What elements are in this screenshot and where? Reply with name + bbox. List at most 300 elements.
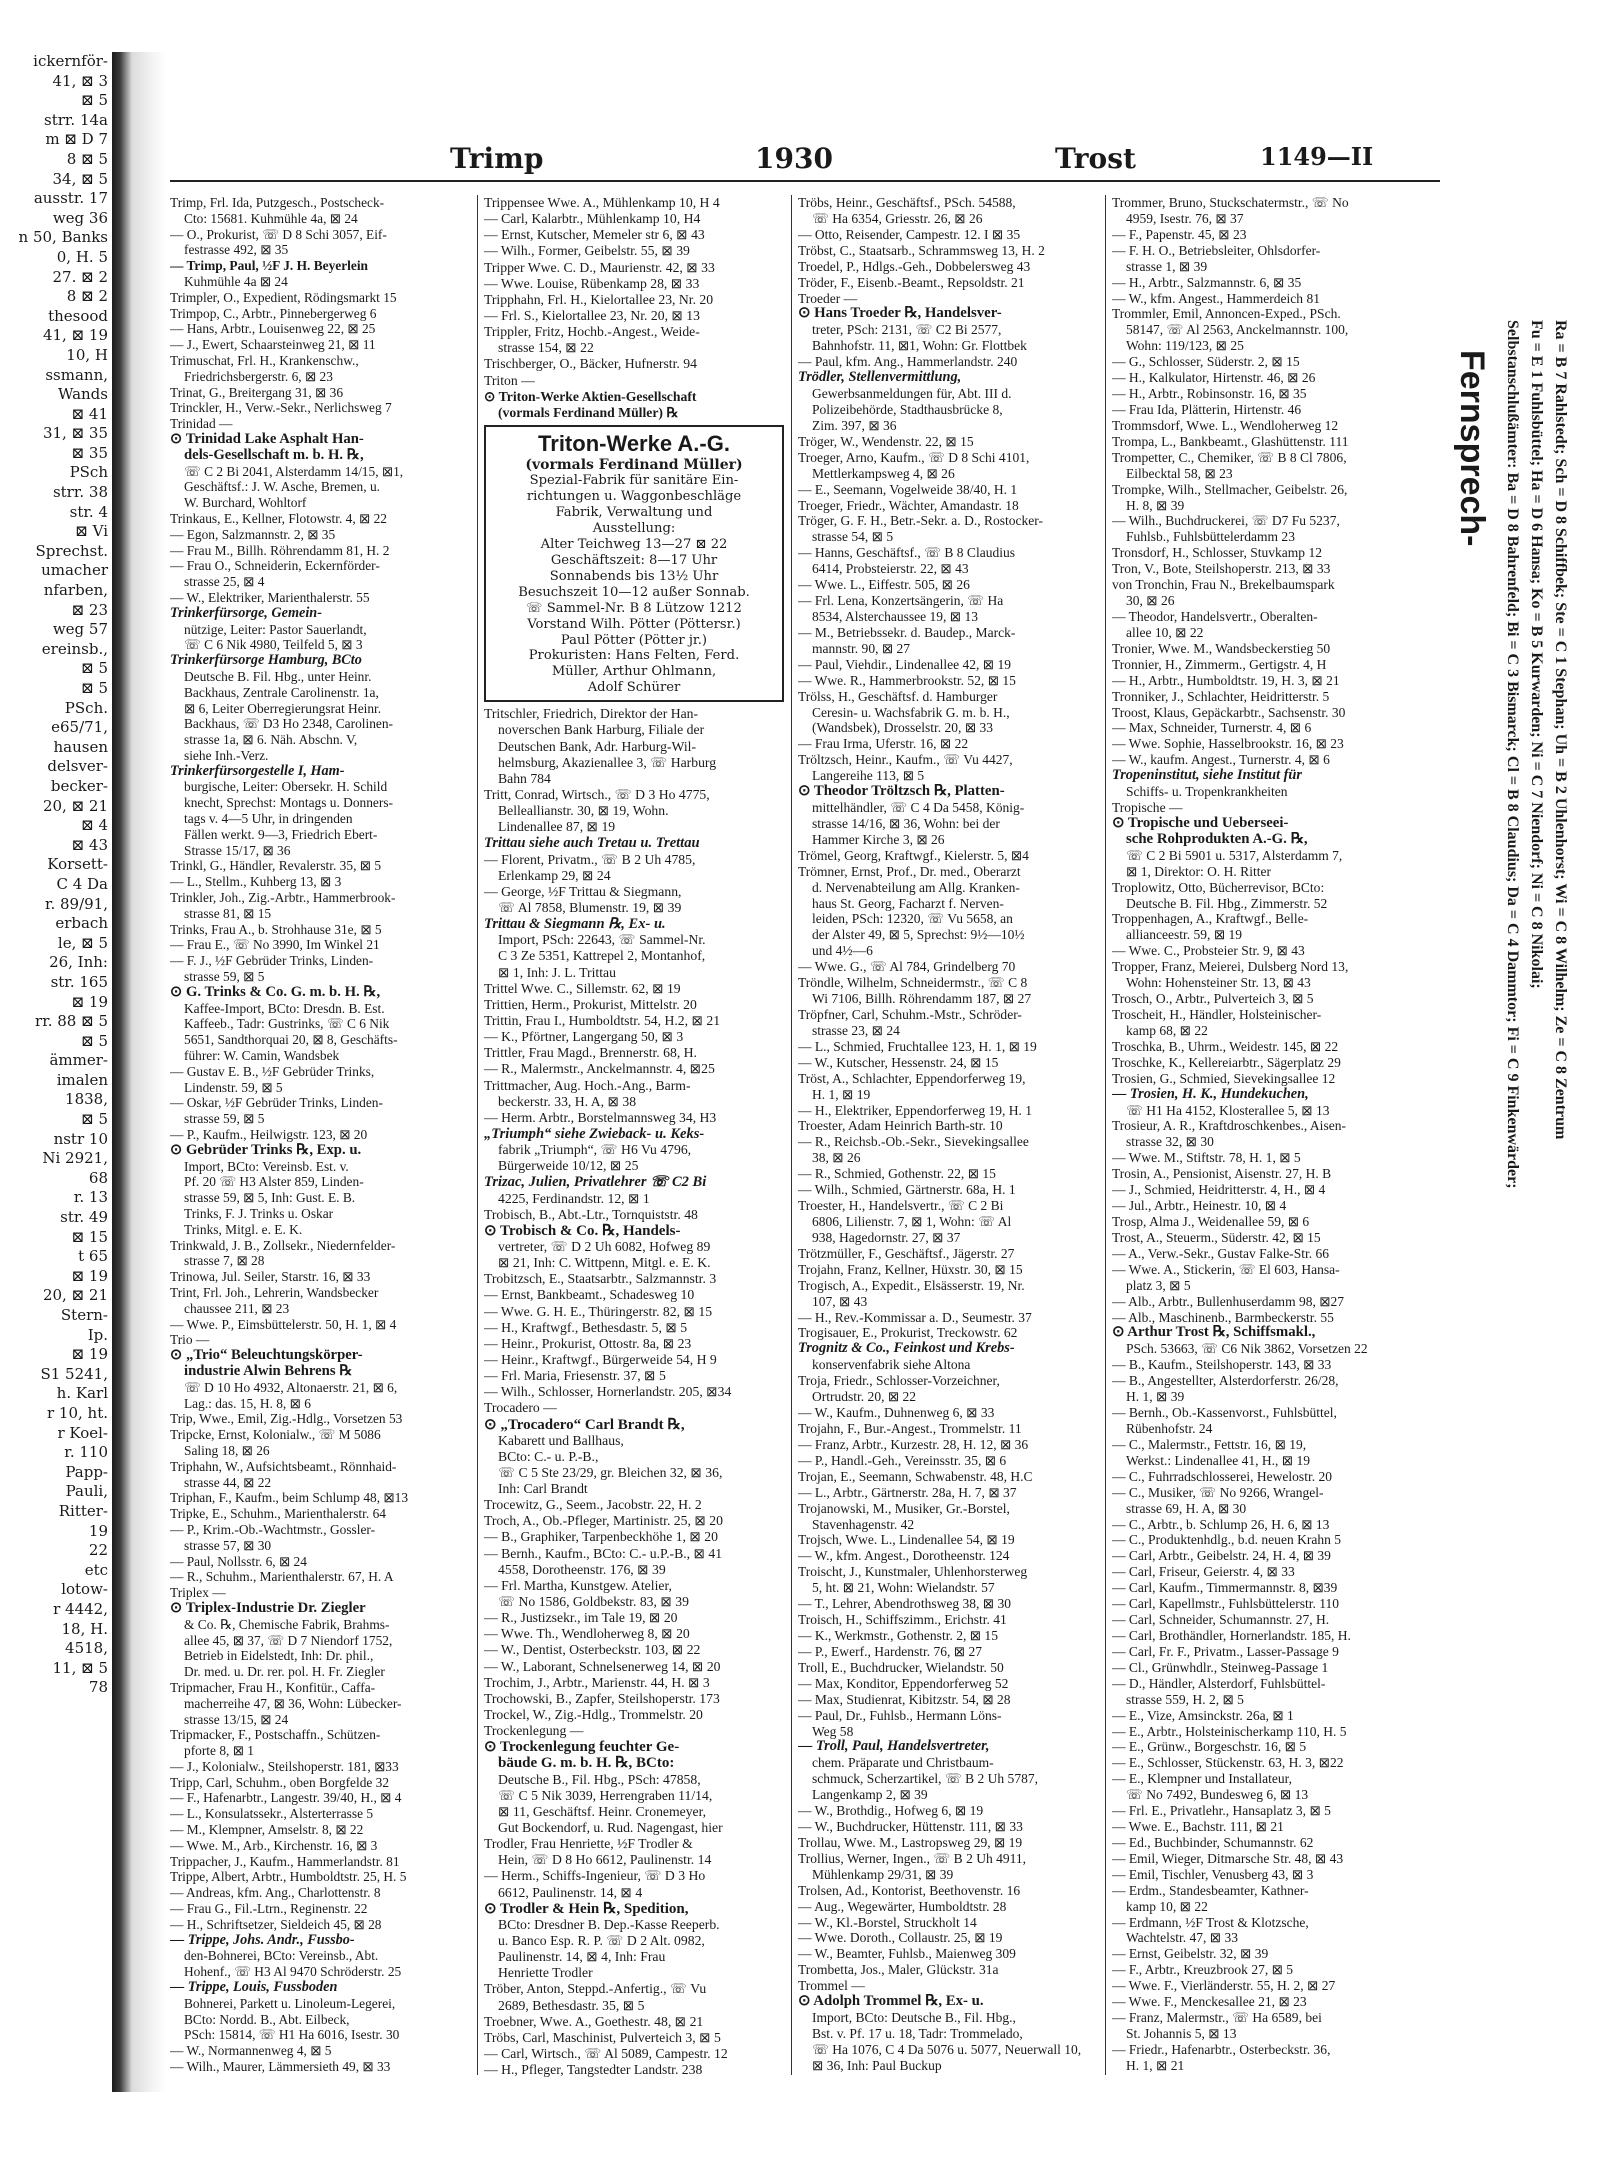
directory-entry-line: — H., Arbtr., Salzmannstr. 6, ⊠ 35 <box>1112 274 1302 290</box>
directory-entry-line: Tropper, Franz, Meierei, Dulsberg Nord 13, <box>1112 959 1349 975</box>
directory-entry-line: — Wwe. F., Vierländerstr. 55, H. 2, ⊠ 27 <box>1112 1978 1336 1994</box>
directory-entry-line: Trost, A., Steuerm., Süderstr. 42, ⊠ 15 <box>1112 1229 1321 1245</box>
directory-entry-line: Import, BCto: Vereinsb. Est. v. <box>184 1158 349 1174</box>
directory-entry-line: Troch, A., Ob.-Pfleger, Martinistr. 25, ⊠ 20 <box>484 1513 723 1529</box>
directory-entry-line: — Egon, Salzmannstr. 2, ⊠ 35 <box>170 526 336 542</box>
previous-page-line: lotow- <box>61 1580 108 1599</box>
directory-entry-line: 2689, Bethesdastr. 35, ⊠ 5 <box>498 1997 645 2013</box>
directory-entry-line: Polizeibehörde, Stadthausbrücke 8, <box>812 401 1003 417</box>
directory-entry-line: strasse 1a, ⊠ 6. Näh. Abschn. V, <box>184 732 358 748</box>
directory-entry-line: — Troll, Paul, Handelsvertreter, <box>798 1739 990 1755</box>
directory-entry-line: Trölss, H., Geschäftsf. d. Hamburger <box>798 688 998 704</box>
directory-entry-line: kamp 10, ⊠ 22 <box>1126 1898 1208 1914</box>
directory-entry-line: Trocewitz, G., Seem., Jacobstr. 22, H. 2 <box>484 1497 702 1513</box>
directory-entry-line: Schiffs- u. Tropenkrankheiten <box>1126 784 1288 800</box>
directory-entry-line: ⊠ 11, Geschäftsf. Heinr. Cronemeyer, <box>498 1803 707 1819</box>
directory-entry-line: — Frau Ida, Plätterin, Hirtenstr. 46 <box>1112 401 1302 417</box>
ad-line: Adolf Schürer <box>587 680 681 696</box>
directory-entry-line: führer: W. Camin, Wandsbek <box>184 1048 340 1064</box>
directory-entry-line: Gut Bockendorf, u. Rud. Nagengast, hier <box>498 1820 723 1836</box>
directory-entry-line: 4558, Dorotheenstr. 176, ⊠ 39 <box>498 1561 666 1577</box>
legend-title <box>1455 350 1495 750</box>
previous-page-line: nfarben, <box>43 581 108 600</box>
directory-entry-line: — Trippe, Louis, Fussboden <box>170 1980 338 1996</box>
directory-entry-line: — Carl, Friseur, Geierstr. 4, ⊠ 33 <box>1112 1564 1295 1580</box>
previous-page-line: rr. 88 ⊠ 5 <box>35 1012 108 1031</box>
directory-entry-line: BCto: Nordd. B., Abt. Eilbeck, <box>184 2011 350 2027</box>
directory-entry-line: — Erdmann, ½F Trost & Klotzsche, <box>1112 1914 1309 1930</box>
directory-entry-line: strasse 154, ⊠ 22 <box>498 340 594 356</box>
directory-entry-line: Tröbs, Heinr., Geschäftsf., PSch. 54588, <box>798 195 1016 210</box>
ad-line: Sonnabends bis 13½ Uhr <box>549 568 719 584</box>
previous-page-line: delsver- <box>47 757 108 776</box>
previous-page-line: ⊠ 5 <box>81 1110 108 1129</box>
column-2-top-entries <box>484 195 784 421</box>
directory-entry-line: Trinks, Frau A., b. Strohhause 31e, ⊠ 5 <box>170 921 382 937</box>
directory-entry-line: Tröndle, Wilhelm, Schneidermstr., ☏ C 8 <box>798 975 1028 991</box>
directory-entry-line: — Alb., Arbtr., Bullenhuserdamm 98, ⊠27 <box>1112 1293 1345 1309</box>
directory-entry-line: — R., Reichsb.-Ob.-Sekr., Sievekingsallee <box>798 1134 1029 1150</box>
directory-entry-line: ☏ Ha 1076, C 4 Da 5076 u. 5077, Neuerwall 10, <box>812 2041 1082 2057</box>
directory-entry-line: Paulinenstr. 14, ⊠ 4, Inh: Frau <box>498 1949 666 1965</box>
directory-entry-line: Trömner, Ernst, Prof., Dr. med., Oberarzt <box>798 863 1021 879</box>
directory-entry-line: „Triumph“ siehe Zwieback- u. Keks- <box>484 1125 705 1142</box>
directory-entry-line: — T., Lehrer, Abendrothsweg 38, ⊠ 30 <box>798 1596 1011 1612</box>
directory-entry-line: festrasse 492, ⊠ 35 <box>184 242 289 258</box>
directory-entry-line: — W., kfm. Angest., Hammerdeich 81 <box>1112 290 1320 306</box>
directory-entry-line: — Wilh., Buchdruckerei, ☏ D7 Fu 5237, <box>1112 513 1340 529</box>
directory-entry-line: Trockel, W., Zig.-Hdlg., Trommelstr. 20 <box>484 1707 703 1723</box>
directory-entry-line: — C., Arbtr., b. Schlump 26, H. 6, ⊠ 13 <box>1112 1516 1330 1532</box>
directory-entry-line: Trommler, Emil, Annoncen-Exped., PSch. <box>1112 306 1341 322</box>
previous-page-line: r. 89/91, <box>44 894 108 913</box>
directory-entry-line: Troscheit, H., Händler, Holsteinischer- <box>1112 1007 1322 1023</box>
previous-page-line: str. 165 <box>50 972 108 991</box>
directory-entry-line: Bohnerei, Parkett u. Linoleum-Legerei, <box>184 1995 396 2011</box>
directory-entry-line: 6414, Probsteierstr. 22, ⊠ 43 <box>812 561 969 577</box>
directory-entry-line: vertreter, ☏ D 2 Uh 6082, Hofweg 89 <box>498 1238 711 1254</box>
directory-entry-line: Trombetta, Jos., Maler, Glückstr. 31a <box>798 1962 999 1978</box>
book-gutter <box>112 52 167 2092</box>
directory-entry-line: Cto: 15681. Kuhmühle 4a, ⊠ 24 <box>184 210 358 226</box>
previous-page-line: ⊠ 43 <box>71 835 108 854</box>
previous-page-line: ⊠ 15 <box>71 1227 108 1246</box>
directory-entry-line: ☏ H1 Ha 4152, Klosterallee 5, ⊠ 13 <box>1126 1102 1330 1118</box>
directory-entry-line: Mühlenkamp 29/31, ⊠ 39 <box>812 1866 954 1882</box>
directory-entry-line: ⊠ 6, Leiter Oberregierungsrat Heinr. <box>184 700 382 716</box>
directory-entry-line: Trochim, J., Arbtr., Marienstr. 44, H. ⊠ 3 <box>484 1674 710 1690</box>
directory-entry-line: noverschen Bank Harburg, Filiale der <box>498 722 705 738</box>
directory-entry-line: Tröltzsch, Heinr., Kaufm., ☏ Vu 4427, <box>798 752 1013 768</box>
directory-entry-line: — W., Kutscher, Hessenstr. 24, ⊠ 15 <box>798 1054 999 1070</box>
directory-entry-line: u. Banco Esp. R. P. ☏ D 2 Alt. 0982, <box>498 1933 705 1948</box>
directory-entry-line: Trinkwald, J. B., Zollsekr., Niedernfelder- <box>170 1237 396 1253</box>
directory-entry-line: ⊙ Hans Troeder ℞, Handelsver- <box>798 306 1002 322</box>
previous-page-line: 18, H. <box>61 1619 108 1638</box>
directory-entry-line: Bahnhofstr. 11, ⊠1, Wohn: Gr. Flottbek <box>812 338 1027 354</box>
ad-line: Fabrik, Verwaltung und <box>555 504 713 520</box>
legend-title-text: Fernsprech- <box>1453 350 1491 547</box>
directory-entry-line: Trolsen, Ad., Kontorist, Beethovenstr. 16 <box>798 1882 1021 1898</box>
directory-entry-line: — L., Schmied, Fruchtallee 123, H. 1, ⊠ 19 <box>798 1038 1037 1054</box>
directory-entry-line: Trompke, Wilh., Stellmacher, Geibelstr. 26, <box>1112 481 1348 497</box>
directory-entry-line: 6612, Paulinenstr. 14, ⊠ 4 <box>498 1884 643 1900</box>
directory-entry-line: tags v. 4—5 Uhr, in dringenden <box>184 811 353 827</box>
directory-entry-line: Trötzmüller, F., Geschäftsf., Jägerstr. 27 <box>798 1245 1015 1261</box>
directory-entry-line: pforte 8, ⊠ 1 <box>184 1743 254 1759</box>
directory-entry-line: Troeder — <box>798 290 858 306</box>
directory-entry-line: Tritschler, Friedrich, Direktor der Han- <box>484 706 699 722</box>
directory-entry-line: Trogisauer, E., Prokurist, Treckowstr. 62 <box>798 1325 1018 1341</box>
directory-entry-line: — J., Ewert, Schaarsteinweg 21, ⊠ 11 <box>170 337 376 353</box>
directory-entry-line: — E., Grünw., Borgeschstr. 16, ⊠ 5 <box>1112 1739 1307 1755</box>
previous-page-line: imalen <box>56 1070 108 1089</box>
directory-entry-line: Troschka, B., Uhrm., Weidestr. 145, ⊠ 22 <box>1112 1038 1339 1054</box>
directory-entry-line: strasse 69, H. A, ⊠ 30 <box>1126 1500 1247 1516</box>
directory-entry-line: Geschäftsf.: J. W. Asche, Bremen, u. <box>184 479 380 495</box>
previous-page-line: 8 ⊠ 2 <box>66 287 108 306</box>
ad-title: Triton-Werke A.-G. <box>538 430 730 456</box>
previous-page-line: Papp- <box>65 1462 108 1481</box>
directory-entry-line: — Hanns, Geschäftsf., ☏ B 8 Claudius <box>798 545 1015 561</box>
directory-entry-line: — W., kfm. Angest., Dorotheenstr. 124 <box>798 1548 1010 1564</box>
directory-entry-line: ⊙ „Trocadero“ Carl Brandt ℞, <box>484 1416 685 1433</box>
directory-entry-line: — W., Beamter, Fuhlsb., Maienweg 309 <box>798 1946 1016 1962</box>
directory-entry-line: (Wandsbek), Drosselstr. 20, ⊠ 33 <box>812 720 994 736</box>
directory-entry-line: — Franz, Arbtr., Kurzestr. 28, H. 12, ⊠ 36 <box>798 1436 1029 1452</box>
directory-entry-line: 58147, ☏ Al 2563, Anckelmannstr. 100, <box>1126 322 1349 338</box>
directory-entry-line: strasse 1, ⊠ 39 <box>1126 258 1208 274</box>
previous-page-line: t 65 <box>78 1247 108 1266</box>
directory-entry-line: & Co. ℞, Chemische Fabrik, Brahms- <box>184 1616 390 1632</box>
directory-entry-line: 6806, Lilienstr. 7, ⊠ 1, Wohn: ☏ Al <box>812 1214 1012 1229</box>
previous-page-line: 20, ⊠ 21 <box>42 796 108 815</box>
directory-entry-line: Tröbs, Carl, Maschinist, Pulverteich 3, ⊠ 5 <box>484 2029 721 2045</box>
directory-entry-line: — G., Schlosser, Süderstr. 2, ⊠ 15 <box>1112 354 1300 370</box>
directory-entry-line: Troplowitz, Otto, Bücherrevisor, BCto: <box>1112 879 1325 895</box>
previous-page-line: str. 4 <box>69 502 108 521</box>
page-header <box>170 120 1440 182</box>
directory-entry-line: Langereihe 113, ⊠ 5 <box>812 768 925 784</box>
previous-page-line: ⊠ Vi <box>75 522 108 541</box>
directory-entry-line: — Wilh., Schlosser, Hornerlandstr. 205, ⊠34 <box>484 1384 732 1400</box>
previous-page-line: 31, ⊠ 35 <box>42 424 108 443</box>
directory-entry-line: Trojahn, F., Bur.-Angest., Trommelstr. 11 <box>798 1420 1022 1436</box>
directory-entry-line: 938, Hagedornstr. 27, ⊠ 37 <box>812 1229 961 1245</box>
directory-entry-line: Trinkerfürsorge Hamburg, BCto <box>170 653 362 669</box>
directory-entry-line: — K., Werkmstr., Gothenstr. 2, ⊠ 15 <box>798 1627 998 1643</box>
directory-entry-line: Tröger, G. F. H., Betr.-Sekr. a. D., Rostocker- <box>798 513 1043 529</box>
directory-entry-line: ⊙ Theodor Tröltzsch ℞, Platten- <box>798 784 1005 800</box>
ad-subtitle: (vormals Ferdinand Müller) <box>525 456 743 473</box>
directory-entry-line: — K., Pförtner, Langergang 50, ⊠ 3 <box>484 1029 684 1045</box>
directory-entry-line: Trinkaus, E., Kellner, Flotowstr. 4, ⊠ 22 <box>170 510 388 526</box>
ad-line: Spezial-Fabrik für sanitäre Ein- <box>529 472 739 488</box>
previous-page-line: ⊠ 5 <box>81 1031 108 1050</box>
directory-entry-line: Troischt, J., Kunstmaler, Uhlenhorsterweg <box>798 1564 1028 1580</box>
directory-entry-line: — H., Elektriker, Eppendorferweg 19, H. 1 <box>798 1102 1033 1118</box>
previous-page-line: 8 ⊠ 5 <box>66 149 108 168</box>
directory-entry-line: — B., Graphiker, Tarpenbeckhöhe 1, ⊠ 20 <box>484 1529 718 1545</box>
directory-entry-line: Tronnier, H., Zimmerm., Gertigstr. 4, H <box>1112 656 1327 672</box>
directory-entry-line: — Carl, Fr. F., Privatm., Lasser-Passage 9 <box>1112 1643 1339 1659</box>
directory-entry-line: Henriette Trodler <box>498 1965 593 1981</box>
directory-entry-line: ☏ Ha 6354, Griesstr. 26, ⊠ 26 <box>812 210 983 226</box>
directory-entry-line: — F. H. O., Betriebsleiter, Ohlsdorfer- <box>1112 242 1321 258</box>
directory-entry-line: Kaffee-Import, BCto: Dresdn. B. Est. <box>184 1000 385 1016</box>
directory-entry-line: macherreihe 47, ⊠ 36, Wohn: Lübecker- <box>184 1695 402 1711</box>
directory-entry-line: — E., Klempner und Installateur, <box>1112 1771 1292 1787</box>
column-4 <box>1112 195 1412 2074</box>
directory-entry-line: — Frau M., Billh. Röhrendamm 81, H. 2 <box>170 542 390 558</box>
directory-entry-line: strasse 57, ⊠ 30 <box>184 1537 272 1553</box>
directory-entry-line: 38, ⊠ 26 <box>812 1150 861 1166</box>
ad-line: ☏ Sammel-Nr. B 8 Lützow 1212 <box>526 600 742 616</box>
directory-entry-line: burgische, Leiter: Obersekr. H. Schild <box>184 779 388 795</box>
directory-entry-line: — H., Kraftwgf., Bethesdastr. 5, ⊠ 5 <box>484 1319 688 1335</box>
directory-entry-line: Rübenhofstr. 24 <box>1126 1420 1213 1436</box>
directory-entry-line: — Frau Irma, Uferstr. 16, ⊠ 22 <box>798 736 969 752</box>
directory-entry-line: fabrik „Triumph“, ☏ H6 Vu 4796, <box>498 1142 692 1158</box>
directory-entry-line: ⊙ Trinidad Lake Asphalt Han- <box>170 431 364 447</box>
directory-entry-line: Troisch, H., Schiffszimm., Erichstr. 41 <box>798 1612 1007 1628</box>
ad-line: Paul Pötter (Pötter jr.) <box>560 632 708 648</box>
directory-entry-line: Tröpfner, Carl, Schuhm.-Mstr., Schröder- <box>798 1007 1022 1023</box>
directory-entry-line: — Carl, Wirtsch., ☏ Al 5089, Campestr. 12 <box>484 2045 728 2061</box>
previous-page-line: Ni 2921, <box>42 1149 108 1168</box>
directory-entry-line: ⊙ Triton-Werke Aktien-Gesellschaft <box>484 388 697 404</box>
previous-page-line: 20, ⊠ 21 <box>42 1286 108 1305</box>
directory-entry-line: Tropische — <box>1112 800 1183 816</box>
directory-entry-line: platz 3, ⊠ 5 <box>1126 1277 1191 1293</box>
previous-page-edge <box>0 52 114 2092</box>
directory-entry-line: chem. Präparate und Christbaum- <box>812 1755 994 1771</box>
directory-entry-line: ⊙ G. Trinks & Co. G. m. b. H. ℞, <box>170 984 381 1000</box>
directory-entry-line: Zim. 397, ⊠ 36 <box>812 417 897 433</box>
ad-line: Besuchszeit 10—12 außer Sonnab. <box>518 584 750 600</box>
directory-entry-line: — Carl, Kapellmstr., Fuhlsbüttelerstr. 110 <box>1112 1596 1339 1612</box>
previous-page-line: ⊠ 19 <box>71 992 108 1011</box>
directory-entry-line: — R., Schmied, Gothenstr. 22, ⊠ 15 <box>798 1166 996 1182</box>
directory-entry-line: strasse 59, ⊠ 5, Inh: Gust. E. B. <box>184 1190 356 1206</box>
triton-advertisement-box <box>484 425 784 702</box>
directory-entry-line: Ceresin- u. Wachsfabrik G. m. b. H., <box>812 704 1010 720</box>
directory-entry-line: Hein, ☏ D 8 Ho 6612, Paulinenstr. 14 <box>498 1852 712 1868</box>
directory-entry-line: — E., Schlosser, Stückenstr. 63, H. 3, ⊠22 <box>1112 1755 1344 1771</box>
directory-entry-line: Wachtelstr. 47, ⊠ 33 <box>1126 1930 1238 1946</box>
previous-page-line: r. 110 <box>64 1443 108 1462</box>
directory-entry-line: H. 1, ⊠ 39 <box>1126 1389 1185 1405</box>
ad-line: richtungen u. Waggonbeschläge <box>526 488 742 504</box>
directory-entry-line: Trompetter, C., Chemiker, ☏ B 8 Cl 7806, <box>1112 449 1347 465</box>
directory-entry-line: — Ernst, Kutscher, Memeler str 6, ⊠ 43 <box>484 227 705 243</box>
directory-entry-line: — M., Betriebssekr. d. Baudep., Marck- <box>798 624 1016 640</box>
directory-entry-line: Troja, Friedr., Schlosser-Vorzeichner, <box>798 1373 1000 1389</box>
directory-entry-line: Trosin, A., Pensionist, Aisenstr. 27, H. B <box>1112 1166 1332 1182</box>
directory-entry-line: — Wwe. E., Bachstr. 111, ⊠ 21 <box>1112 1819 1284 1835</box>
column-2 <box>484 195 784 2078</box>
directory-entry-line: — Wwe. M., Stiftstr. 78, H. 1, ⊠ 5 <box>1112 1150 1301 1166</box>
previous-page-line: Pauli, <box>65 1482 108 1501</box>
ad-line: Vorstand Wilh. Pötter (Pöttersr.) <box>527 616 741 632</box>
directory-entry-line: Gewerbsanmeldungen für, Abt. III d. <box>812 386 1012 402</box>
directory-entry-line: Trompa, L., Bankbeamt., Glashüttenstr. 111 <box>1112 433 1349 449</box>
directory-entry-line: H. 1, ⊠ 19 <box>812 1086 871 1102</box>
directory-entry-line: Trippacher, J., Kaufm., Hammerlandstr. 81 <box>170 1853 400 1869</box>
directory-entry-line: Trinckler, H., Verw.-Sekr., Nerlichsweg 7 <box>170 400 392 416</box>
previous-page-line: 41, ⊠ 3 <box>52 71 108 90</box>
directory-entry-line: industrie Alwin Behrens ℞ <box>184 1363 353 1379</box>
directory-entry-line: — Frl. S., Kielortallee 23, Nr. 20, ⊠ 13 <box>484 307 700 323</box>
directory-entry-line: Bahn 784 <box>498 770 551 786</box>
directory-entry-line: — F., Hafenarbtr., Langestr. 39/40, H., ⊠ 4 <box>170 1790 402 1806</box>
directory-entry-line: ⊙ Arthur Trost ℞, Schiffsmakl., <box>1112 1325 1316 1341</box>
previous-page-line: ereinsb., <box>41 639 108 658</box>
directory-entry-line: Tripp, Carl, Schuhm., oben Borgfelde 32 <box>170 1774 390 1790</box>
directory-entry-line: — P., Ewerf., Hardenstr. 76, ⊠ 27 <box>798 1643 982 1659</box>
directory-entry-line: — Frau G., Fil.-Ltrn., Reginenstr. 22 <box>170 1901 368 1917</box>
directory-entry-line: — Max, Schneider, Turnerstr. 4, ⊠ 6 <box>1112 720 1312 736</box>
directory-entry-line: — W., Buchdrucker, Hüttenstr. 111, ⊠ 33 <box>798 1819 1023 1835</box>
directory-entry-line: ⊙ Triplex-Industrie Dr. Ziegler <box>170 1600 366 1616</box>
directory-entry-line: — Cl., Grünwhdlr., Steinweg-Passage 1 <box>1112 1659 1329 1675</box>
directory-entry-line: dels-Gesellschaft m. b. H. ℞, <box>184 447 364 463</box>
directory-entry-line: — W., Normannenweg 4, ⊠ 5 <box>170 2043 332 2059</box>
directory-entry-line: Eilbecktal 58, ⊠ 23 <box>1126 465 1233 481</box>
directory-entry-line: Trinkl, G., Händler, Revalerstr. 35, ⊠ 5 <box>170 858 382 874</box>
previous-page-line: hausen <box>53 737 108 756</box>
directory-entry-line: — Theodor, Handelsvertr., Oberalten- <box>1112 608 1318 624</box>
directory-entry-line: strasse 7, ⊠ 28 <box>184 1253 265 1269</box>
previous-page-line: 41, ⊠ 19 <box>42 326 108 345</box>
directory-entry-line: Trockenlegung — <box>484 1723 584 1739</box>
directory-entry-line: Bürgerweide 10/12, ⊠ 25 <box>498 1158 639 1174</box>
directory-entry-line: sche Rohprodukten A.-G. ℞, <box>1126 831 1308 847</box>
directory-entry-line: — Frl. E., Privatlehr., Hansaplatz 3, ⊠ 5 <box>1112 1803 1331 1819</box>
legend-text: Ra = B 7 Rahlstedt; Sch = D 8 Schiffbek; Ste = C 1 Stephan; Uh = B 2 Uhlenhorst; Wi = C 8 Wilhelm; Ze = C 8 Zentrum <box>1552 320 1569 1140</box>
margin-telephone-legend <box>1455 320 1585 1600</box>
directory-entry-line: Trinowa, Jul. Seiler, Starstr. 16, ⊠ 33 <box>170 1269 371 1285</box>
previous-page-line: ⊠ 5 <box>81 659 108 678</box>
directory-entry-line: Trollau, Wwe. M., Lastropsweg 29, ⊠ 19 <box>798 1834 1023 1850</box>
directory-entry-line: strasse 59, ⊠ 5 <box>184 969 265 985</box>
directory-entry-line: Trojanowski, M., Musiker, Gr.-Borstel, <box>798 1500 1010 1516</box>
directory-entry-line: — E., Seemann, Vogelweide 38/40, H. 1 <box>798 481 1018 497</box>
directory-entry-line: Trojsch, Wwe. L., Lindenallee 54, ⊠ 19 <box>798 1532 1015 1548</box>
directory-entry-line: bäude G. m. b. H. ℞, BCto: <box>498 1755 675 1772</box>
directory-entry-line: PSch. 53663, ☏ C6 Nik 3862, Vorsetzen 22 <box>1126 1341 1368 1357</box>
directory-entry-line: — D., Händler, Alsterdorf, Fuhlsbüttel- <box>1112 1675 1326 1691</box>
directory-entry-line: — Heinr., Prokurist, Ottostr. 8a, ⊠ 23 <box>484 1335 692 1351</box>
directory-entry-line: — Wwe. G., ☏ Al 784, Grindelberg 70 <box>798 959 1016 975</box>
directory-entry-line: Dr. med. u. Dr. rer. pol. H. Fr. Ziegler <box>184 1664 385 1680</box>
directory-entry-line: Trittin, Frau I., Humboldtstr. 54, H.2, ⊠ 21 <box>484 1012 721 1028</box>
directory-entry-line: Tripmacker, F., Postschaffn., Schützen- <box>170 1727 381 1743</box>
directory-entry-line: — H., Rev.-Kommissar a. D., Seumestr. 37 <box>798 1309 1032 1325</box>
legend-text: Fu = E 1 Fuhlsbüttel; Ha = D 6 Hansa; Ko = B 5 Kurwarden; Ni = C 7 Niendorf; Ni = C 8 Nikolai; <box>1528 320 1545 989</box>
directory-entry-line: — R., Schuhm., Marienthalerstr. 67, H. A <box>170 1569 394 1585</box>
directory-entry-line: ⊠ 21, Inh: C. Wittpenn, Mitgl. e. E. K. <box>498 1255 711 1271</box>
directory-entry-line: — H., Kalkulator, Hirtenstr. 46, ⊠ 26 <box>1112 370 1316 386</box>
directory-entry-line: — F. J., ½F Gebrüder Trinks, Linden- <box>170 953 374 969</box>
previous-page-line: Korsett- <box>47 855 108 874</box>
directory-entry-line: Tritt, Conrad, Wirtsch., ☏ D 3 Ho 4775, <box>484 787 710 803</box>
directory-entry-line: — Wwe. A., Stickerin, ☏ El 603, Hansa- <box>1112 1261 1340 1277</box>
directory-entry-line: Trippler, Fritz, Hochb.-Angest., Weide- <box>484 324 700 340</box>
previous-page-line: C 4 Da <box>56 874 108 893</box>
directory-entry-line: allee 10, ⊠ 22 <box>1126 624 1204 640</box>
directory-entry-line: Troebner, Wwe. A., Goethestr. 48, ⊠ 21 <box>484 2013 704 2029</box>
directory-entry-line: — Paul, Dr., Fuhlsb., Hermann Löns- <box>798 1707 1002 1723</box>
directory-entry-line: C 3 Ze 5351, Kattrepel 2, Montanhof, <box>498 948 706 964</box>
directory-entry-line: — C., Musiker, ☏ No 9266, Wrangel- <box>1112 1484 1324 1500</box>
directory-entry-line: — Frau O., Schneiderin, Eckernförder- <box>170 558 380 574</box>
previous-page-line: h. Karl <box>56 1384 108 1403</box>
directory-entry-line: strasse 23, ⊠ 24 <box>812 1022 900 1038</box>
directory-entry-line: Mettlerkampsweg 4, ⊠ 26 <box>812 465 955 481</box>
directory-entry-line: kamp 68, ⊠ 22 <box>1126 1022 1208 1038</box>
previous-page-line: ssmann, <box>45 365 108 384</box>
directory-entry-line: — L., Stellm., Kuhberg 13, ⊠ 3 <box>170 874 342 890</box>
directory-entry-line: BCto: Dresdner B. Dep.-Kasse Reeperb. <box>498 1916 720 1932</box>
directory-entry-line: — W., Brothdig., Hofweg 6, ⊠ 19 <box>798 1803 984 1819</box>
directory-entry-line: — Carl, Arbtr., Geibelstr. 24, H. 4, ⊠ 39 <box>1112 1548 1331 1564</box>
directory-entry-line: Troll, E., Buchdrucker, Wielandstr. 50 <box>798 1659 1004 1675</box>
directory-entry-line: — Frl. Maria, Friesenstr. 37, ⊠ 5 <box>484 1368 666 1384</box>
directory-entry-line: Saling 18, ⊠ 26 <box>184 1442 270 1458</box>
directory-entry-line: mittelhändler, ☏ C 4 Da 5458, König- <box>812 800 1025 816</box>
directory-entry-line: strasse 13/15, ⊠ 24 <box>184 1711 289 1727</box>
directory-entry-line: — Carl, Kalarbtr., Mühlenkamp 10, H4 <box>484 211 701 227</box>
previous-page-line: 34, ⊠ 5 <box>52 169 108 188</box>
directory-entry-line: — Carl, Kaufm., Timmermannstr. 8, ⊠39 <box>1112 1580 1338 1596</box>
previous-page-line: e65/71, <box>51 718 108 737</box>
directory-entry-line: — C., Fuhrradschlosserei, Hewelostr. 20 <box>1112 1468 1332 1484</box>
previous-page-line: ⊠ 23 <box>71 600 108 619</box>
column-divider <box>1105 195 1106 2075</box>
directory-entry-line: — Bernh., Ob.-Kassenvorst., Fuhlsbüttel, <box>1112 1405 1337 1421</box>
directory-entry-line: Trinkerfürsorgestelle I, Ham- <box>170 763 345 779</box>
directory-entry-line: Trimuschat, Frl. H., Krankenschw., <box>170 352 359 368</box>
directory-entry-line: Fuhlsb., Fuhlsbüttelerdamm 23 <box>1126 529 1295 545</box>
directory-entry-line: Stavenhagenstr. 42 <box>812 1516 915 1532</box>
directory-entry-line: — O., Prokurist, ☏ D 8 Schi 3057, Eif- <box>170 226 387 242</box>
directory-entry-line: — Gustav E. B., ½F Gebrüder Trinks, <box>170 1063 375 1079</box>
directory-entry-line: Trojan, E., Seemann, Schwabenstr. 48, H.C <box>798 1468 1033 1484</box>
previous-page-line: 11, ⊠ 5 <box>52 1658 108 1677</box>
directory-entry-line: — C., Produktenhdlg., b.d. neuen Krahn 5 <box>1112 1532 1341 1548</box>
directory-entry-line: ☏ C 2 Bi 2041, Alsterdamm 14/15, ⊠1, <box>184 463 404 479</box>
directory-entry-line: — B., Kaufm., Steilshoperstr. 143, ⊠ 33 <box>1112 1357 1332 1373</box>
directory-entry-line: — C., Malermstr., Fettstr. 16, ⊠ 19, <box>1112 1436 1307 1452</box>
legend-text: Selbstanschlußämter: Ba = D 8 Bahrenfeld; Bi = C 3 Bismarck; Cl = B 8 Claudius; Da = C 4 Dammtor; Fi = C 9 Finkenwärder; <box>1504 320 1521 1189</box>
directory-entry-line: leiden, PSch: 12320, ☏ Vu 5658, an <box>812 911 1013 927</box>
directory-entry-line: Trittau & Siegmann ℞, Ex- u. <box>484 916 666 933</box>
directory-entry-line: — Carl, Schneider, Schumannstr. 27, H. <box>1112 1612 1330 1628</box>
ad-line: Geschäftszeit: 8—17 Uhr <box>550 552 718 568</box>
directory-entry-line: BCto: C.- u. P.-B., <box>498 1448 599 1464</box>
directory-entry-line: — Ed., Buchbinder, Schumannstr. 62 <box>1112 1834 1314 1850</box>
directory-entry-line: — F., Papenstr. 45, ⊠ 23 <box>1112 226 1247 242</box>
directory-entry-line: — Frl. Lena, Konzertsängerin, ☏ Ha <box>798 593 1004 609</box>
directory-entry-line: Pf. 20 ☏ H3 Alster 859, Linden- <box>184 1174 364 1190</box>
directory-entry-line: — Bernh., Kaufm., BCto: C.- u.P.-B., ⊠ 41 <box>484 1545 723 1561</box>
directory-entry-line: — Ernst, Bankbeamt., Schadesweg 10 <box>484 1287 695 1303</box>
directory-entry-line: Bst. v. Pf. 17 u. 18, Tadr: Trommelado, <box>812 2026 1023 2042</box>
directory-entry-line: — Emil, Wieger, Ditmarsche Str. 48, ⊠ 43 <box>1112 1850 1344 1866</box>
directory-entry-line: Trittel Wwe. C., Sillemstr. 62, ⊠ 19 <box>484 980 681 996</box>
directory-entry-line: — B., Angestellter, Alsterdorferstr. 26/28, <box>1112 1373 1339 1389</box>
